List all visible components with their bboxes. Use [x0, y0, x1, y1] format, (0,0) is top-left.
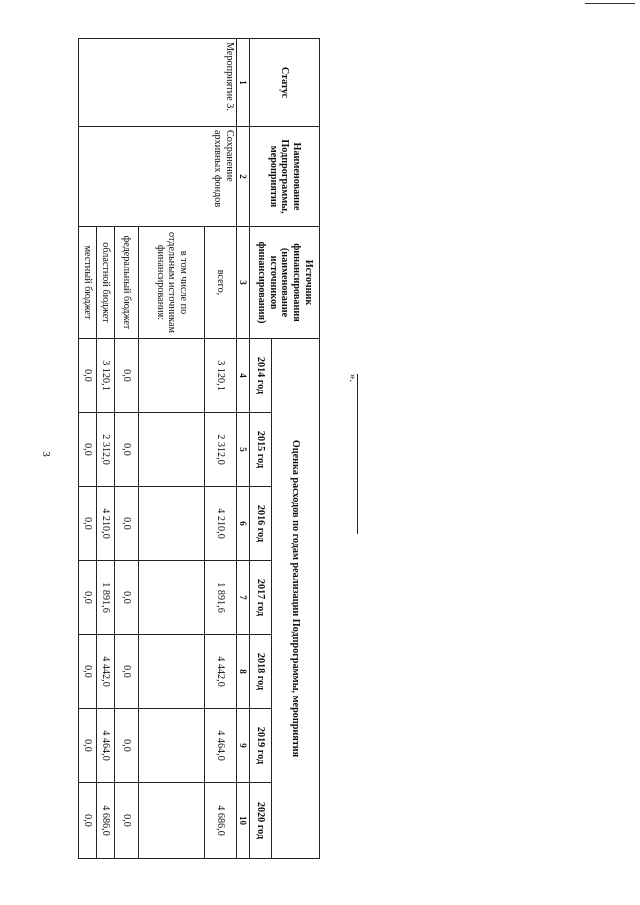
source-cell: федеральный бюджет — [115, 227, 139, 339]
header-status: Статус — [250, 39, 320, 127]
index-row — [237, 39, 250, 859]
index-cell: 5 — [237, 413, 250, 487]
value-cell — [139, 561, 205, 635]
value-cell: 0,0 — [79, 561, 97, 635]
header-year: 2019 год — [250, 709, 272, 783]
page-number: 3 — [39, 451, 52, 457]
table-row — [205, 39, 237, 859]
status-cell: Мероприятие 3. — [79, 39, 237, 127]
source-cell: областной бюджет — [97, 227, 115, 339]
value-cell: 1 891,6 — [205, 561, 237, 635]
source-cell: всего, — [205, 227, 237, 339]
value-cell — [139, 339, 205, 413]
value-cell: 2 312,0 — [97, 413, 115, 487]
index-cell: 7 — [237, 561, 250, 635]
value-cell: 0,0 — [79, 413, 97, 487]
value-cell: 2 312,0 — [205, 413, 237, 487]
source-cell: местный бюджет — [79, 227, 97, 339]
header-name: Наименование Подпрограммы, мероприятия — [250, 127, 320, 227]
source-cell: в том числе по отдельным источникам финансирования: — [139, 227, 205, 339]
closing-quote: ». — [347, 373, 360, 383]
header-year: 2018 год — [250, 635, 272, 709]
header-year: 2017 год — [250, 561, 272, 635]
value-cell: 4 464,0 — [205, 709, 237, 783]
value-cell: 0,0 — [79, 783, 97, 859]
value-cell: 0,0 — [115, 413, 139, 487]
index-cell: 8 — [237, 635, 250, 709]
value-cell: 4 210,0 — [97, 487, 115, 561]
value-cell: 0,0 — [115, 339, 139, 413]
index-cell: 2 — [237, 127, 250, 227]
value-cell — [139, 635, 205, 709]
value-cell: 4 442,0 — [97, 635, 115, 709]
name-cell: Сохранение архивных фондов — [79, 127, 237, 227]
value-cell: 1 891,6 — [97, 561, 115, 635]
value-cell: 0,0 — [79, 709, 97, 783]
header-year: 2015 год — [250, 413, 272, 487]
header-source: Источник финансирования (наименование источников финансирования) — [250, 227, 320, 339]
value-cell: 4 686,0 — [97, 783, 115, 859]
budget-table-rotated — [80, 38, 320, 858]
value-cell — [139, 709, 205, 783]
header-year: 2020 год — [250, 783, 272, 859]
index-cell: 3 — [237, 227, 250, 339]
value-cell: 0,0 — [79, 635, 97, 709]
value-cell: 3 120,1 — [205, 339, 237, 413]
top-rule — [585, 3, 635, 4]
value-cell: 4 210,0 — [205, 487, 237, 561]
value-cell: 0,0 — [79, 339, 97, 413]
value-cell — [139, 413, 205, 487]
index-cell: 9 — [237, 709, 250, 783]
value-cell: 0,0 — [79, 487, 97, 561]
value-cell: 3 120,1 — [97, 339, 115, 413]
value-cell: 4 686,0 — [205, 783, 237, 859]
index-cell: 10 — [237, 783, 250, 859]
value-cell — [139, 487, 205, 561]
header-year: 2016 год — [250, 487, 272, 561]
header-year: 2014 год — [250, 339, 272, 413]
value-cell: 0,0 — [115, 783, 139, 859]
budget-table — [78, 38, 320, 859]
index-cell: 1 — [237, 39, 250, 127]
value-cell: 0,0 — [115, 635, 139, 709]
closing-underline — [357, 374, 358, 534]
header-estimate: Оценка расходов по годам реализации Подпрограммы, мероприятия — [272, 339, 320, 859]
value-cell: 4 464,0 — [97, 709, 115, 783]
value-cell: 0,0 — [115, 561, 139, 635]
value-cell: 4 442,0 — [205, 635, 237, 709]
index-cell: 6 — [237, 487, 250, 561]
value-cell: 0,0 — [115, 487, 139, 561]
value-cell — [139, 783, 205, 859]
value-cell: 0,0 — [115, 709, 139, 783]
index-cell: 4 — [237, 339, 250, 413]
